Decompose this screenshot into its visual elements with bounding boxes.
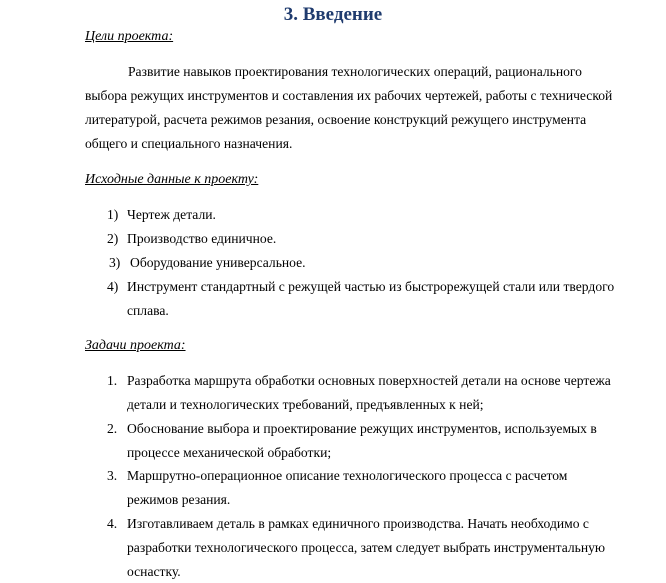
list-item-text: оснастку.	[127, 564, 181, 579]
list-item-text: Обоснование выбора и проектирование режущих инструментов, используемых в	[127, 421, 597, 436]
page-title: 3. Введение	[283, 4, 383, 25]
goals-paragraph-line: Развитие навыков проектирования технологических операций, рационального	[128, 64, 582, 79]
list-item-text: сплава.	[127, 303, 169, 318]
list-item-text: разработки технологического процесса, затем следует выбрать инструментальную	[127, 540, 606, 555]
list-item-number: 4)	[107, 279, 119, 294]
tasks-heading: Задачи проекта:	[85, 338, 186, 353]
goals-heading: Цели проекта:	[85, 29, 174, 44]
list-item-number: 2)	[107, 231, 119, 246]
list-item-text: Маршрутно-операционное описание технологического процесса с расчетом	[127, 468, 568, 483]
list-item-number: 1.	[107, 373, 118, 388]
list-item-text: Разработка маршрута обработки основных поверхностей детали на основе чертежа	[127, 373, 611, 388]
list-item-text: Производство единичное.	[127, 231, 277, 246]
list-item-number: 2.	[107, 421, 118, 436]
list-item-text: Изготавливаем деталь в рамках единичного производства. Начать необходимо с	[127, 516, 589, 531]
list-item-number: 1)	[107, 207, 119, 222]
goals-paragraph-line: общего и специального назначения.	[85, 136, 293, 151]
initial-data-heading: Исходные данные к проекту:	[85, 172, 259, 187]
list-item-text: Оборудование универсальное.	[130, 255, 306, 270]
list-item-text: детали и технологических требований, предъявленных к ней;	[127, 397, 484, 412]
goals-paragraph-line: выбора режущих инструментов и составления их рабочих чертежей, работы с технической	[85, 88, 613, 103]
list-item-text: процессе механической обработки;	[127, 445, 332, 460]
goals-paragraph-line: литературой, расчета режимов резания, освоение конструкций режущего инструмента	[85, 112, 587, 127]
list-item-text: Инструмент стандартный с режущей частью из быстрорежущей стали или твердого	[127, 279, 615, 294]
list-item-number: 4.	[107, 516, 118, 531]
list-item-number: 3.	[107, 468, 118, 483]
list-item-text: Чертеж детали.	[127, 207, 216, 222]
list-item-text: режимов резания.	[127, 492, 231, 507]
list-item-number: 3)	[109, 255, 121, 270]
